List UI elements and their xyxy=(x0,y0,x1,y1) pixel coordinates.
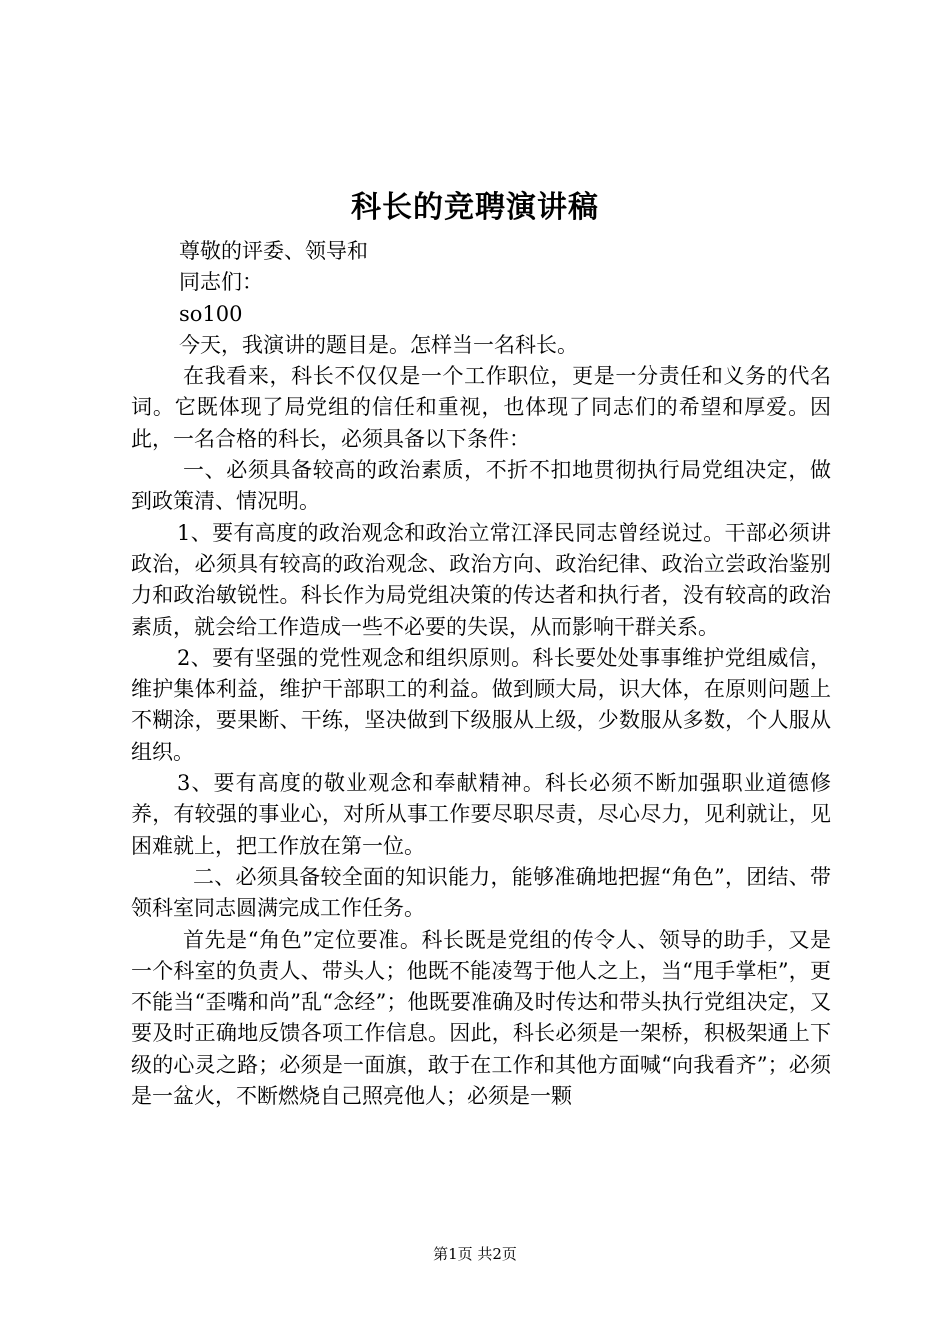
paragraph-point-3: 3、要有高度的敬业观念和奉献精神。科长必须不断加强职业道德修养，有较强的事业心，对所从事工作要尽职尽责，尽心尽力，见利就让，见困难就上，把工作放在第一位。 xyxy=(131,771,831,858)
paragraph-section-1: 一、必须具备较高的政治素质，不折不扣地贯彻执行局党组决定，做到政策清、情况明。 xyxy=(131,458,831,514)
paragraph-point-2: 2、要有坚强的党性观念和组织原则。科长要处处事事维护党组威信，维护集体利益，维护干部职工的利益。做到顾大局，识大体，在原则问题上不糊涂，要果断、干练，坚决做到下级服从上级，少数服从多数，个人服从组织。 xyxy=(131,645,831,764)
paragraph-intro: 在我看来，科长不仅仅是一个工作职位，更是一分责任和义务的代名词。它既体现了局党组的信任和重视，也体现了同志们的希望和厚爱。因此，一名合格的科长，必须具备以下条件： xyxy=(131,364,831,451)
paragraph-section-2: 二、必须具备较全面的知识能力，能够准确地把握“角色”，团结、带领科室同志圆满完成工作任务。 xyxy=(131,864,831,921)
document-body xyxy=(131,236,831,1112)
paragraph-code: so100 xyxy=(179,301,243,326)
paragraph-topic: 今天，我演讲的题目是。怎样当一名科长。 xyxy=(179,332,578,357)
paragraph-role: 首先是“角色”定位要准。科长既是党组的传令人、领导的助手，又是一个科室的负责人、带头人；他既不能凌驾于他人之上，当“甩手掌柜”，更不能当“歪嘴和尚”乱“念经”；他既要准确及时传达和带头执行党组决定，又要及时正确地反馈各项工作信息。因此，科长必须是一架桥，积极架通上下级的心灵之路；必须是一面旗，敢于在工作和其他方面喊“向我看齐”；必须是一盆火，不断燃烧自己照亮他人；必须是一颗 xyxy=(131,927,831,1109)
page-footer: 第1页 共2页 xyxy=(433,1245,517,1263)
paragraph-point-1: 1、要有高度的政治观念和政治立常江泽民同志曾经说过。干部必须讲政治，必须具有较高的政治观念、政治方向、政治纪律、政治立尝政治鉴别力和政治敏锐性。科长作为局党组决策的传达者和执行者，没有较高的政治素质，就会给工作造成一些不必要的失误，从而影响干群关系。 xyxy=(131,520,831,639)
document-title: 科长的竞聘演讲稿 xyxy=(351,190,599,225)
paragraph-salutation-1: 尊敬的评委、领导和 xyxy=(179,239,368,263)
paragraph-salutation-2: 同志们： xyxy=(179,270,263,295)
